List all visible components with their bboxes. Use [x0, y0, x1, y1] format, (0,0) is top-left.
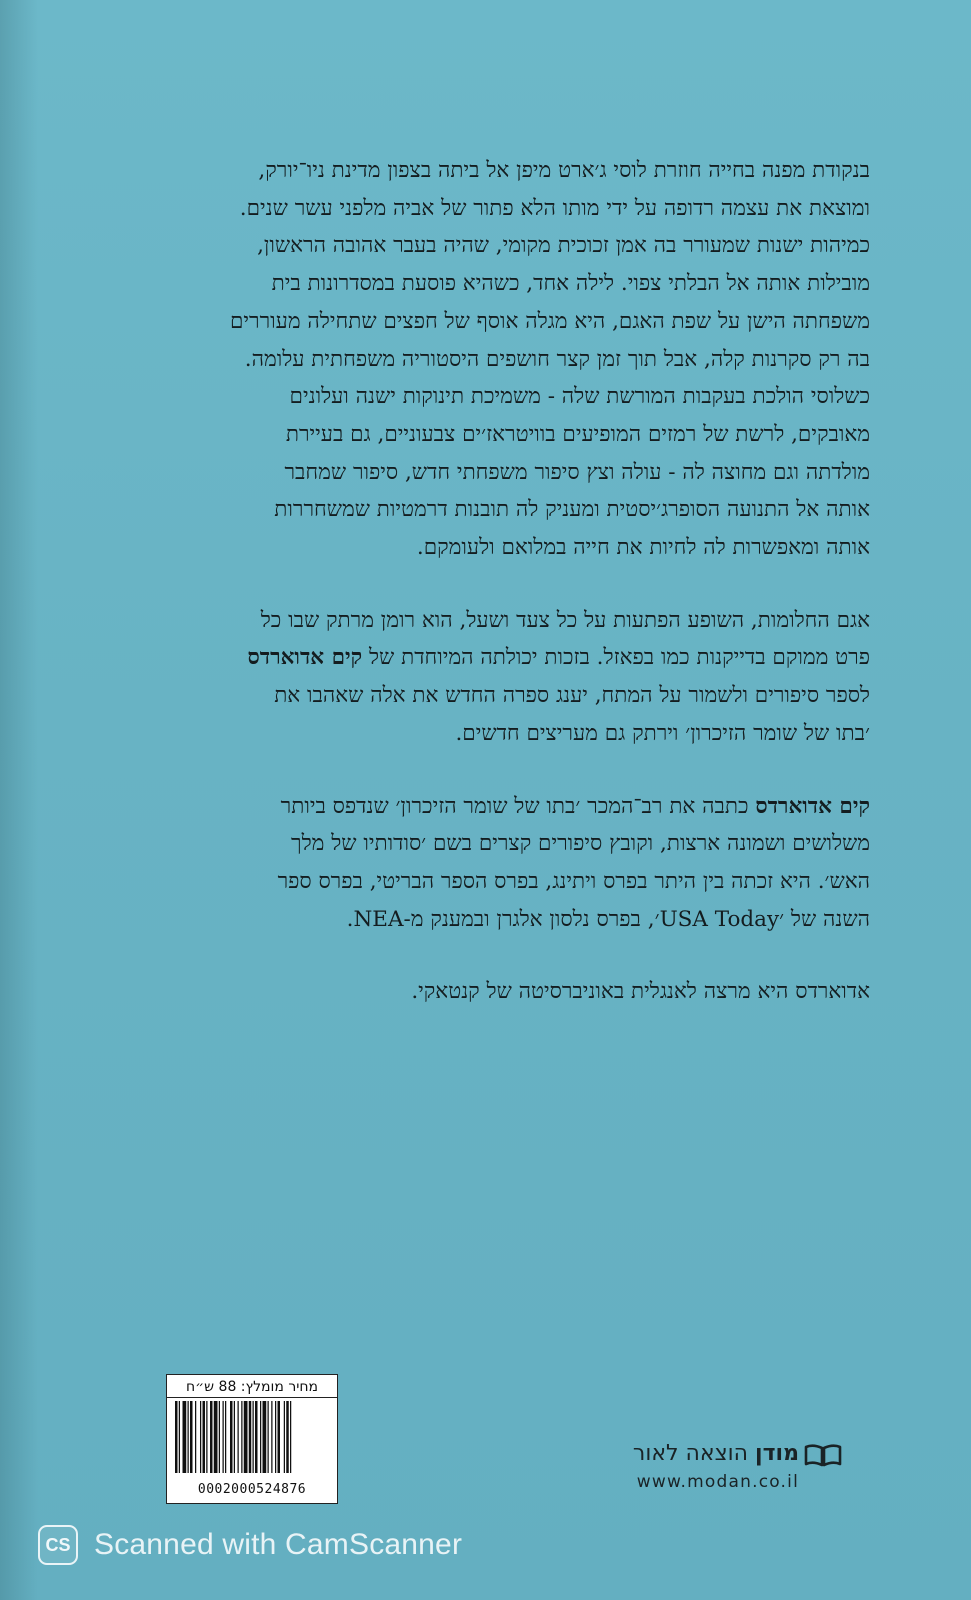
author-name: קים אדוארדס	[247, 645, 363, 671]
bio-line: אדוארדס היא מרצה לאנגלית באוניברסיטה של קנטאקי.	[411, 979, 870, 1005]
blurb-line: מאובקים, לרשת של רמזים המופיעים בוויטראז׳ים צבעוניים, גם בעיירת	[285, 421, 870, 447]
cover-spine-shadow	[0, 0, 38, 1600]
blurb-paragraph-2	[150, 602, 870, 753]
barcode-bar	[275, 1401, 276, 1473]
barcode-bar	[190, 1401, 193, 1473]
barcode-bar	[188, 1401, 189, 1473]
barcode-bar	[284, 1401, 285, 1473]
barcode-number: 0002000524876	[197, 1482, 307, 1497]
blurb-line: מובילות אותה אל הבלתי צפוי. לילה אחד, כשהיא פוסעת במסדרונות בית	[271, 271, 870, 297]
barcode-bar	[175, 1401, 178, 1473]
barcode-bar	[249, 1401, 252, 1473]
barcode-bar	[183, 1401, 187, 1473]
barcode-bar	[260, 1401, 261, 1473]
barcode-bar	[206, 1401, 207, 1473]
barcode-bar	[195, 1401, 196, 1473]
publisher-name	[633, 1440, 799, 1468]
barcode-bar	[200, 1401, 201, 1473]
barcode-bar	[268, 1401, 269, 1473]
barcode-bar	[210, 1401, 213, 1473]
blurb-line: כשלוסי הולכת בעקבות המורשת שלה - משמיכת תינוקות ישנה ועלונים	[289, 384, 870, 410]
camscanner-logo-icon: CS	[38, 1525, 78, 1565]
blurb-text	[150, 152, 870, 1046]
publisher-name-bold: מודן	[755, 1441, 799, 1466]
publisher-name-rest: הוצאה לאור	[632, 1441, 756, 1466]
camscanner-watermark	[38, 1523, 462, 1567]
publisher-imprint	[589, 1440, 849, 1500]
camscanner-text: Scanned with CamScanner	[94, 1528, 463, 1561]
author-name: קים אדוארדס	[755, 793, 870, 819]
barcode-bar	[244, 1401, 248, 1473]
barcode-bar	[214, 1401, 218, 1473]
barcode-bar	[263, 1401, 267, 1473]
author-bio-paragraph	[150, 788, 870, 939]
barcode-bar	[225, 1401, 226, 1473]
barcode-bar	[290, 1401, 291, 1473]
blurb-line: אותה ומאפשרות לה לחיות את חייה במלואם ולעומקם.	[416, 535, 870, 561]
barcode-bar	[234, 1401, 235, 1473]
barcode-bar	[271, 1401, 272, 1473]
blurb-line: בה רק סקרנות קלה, אבל תוך זמן קצר חושפים היסטוריה משפחתית עלומה.	[244, 346, 870, 372]
blurb-line: אגם החלומות, השופע הפתעות על כל צעד ושעל, הוא רומן מרתק שבו כל	[260, 607, 870, 633]
blurb-line: ׳בתו של שומר הזיכרון׳ וירתק גם מעריצים חדשים.	[455, 720, 870, 746]
barcode-icon	[173, 1401, 331, 1473]
bio-line: השנה של ׳USA Today׳, בפרס נלסון אלגרן ובמענק מ-NEA.	[346, 906, 870, 932]
blurb-line-text: פרט ממוקם בדייקנות כמו בפאזל. בזכות יכולתה המיוחדת של	[362, 645, 870, 671]
barcode-bar	[223, 1401, 224, 1473]
recommended-price: מחיר מומלץ: 88 ש״ח	[167, 1375, 337, 1398]
open-book-icon	[803, 1442, 843, 1468]
bio-line	[150, 788, 870, 826]
barcode-bar	[253, 1401, 254, 1473]
barcode-bar	[179, 1401, 180, 1473]
barcode-bar	[230, 1401, 233, 1473]
bio-line: משלושים ושמונה ארצות, וקובץ סיפורים קצרים בשם ׳סודותיו של מלך	[291, 831, 870, 857]
barcode-bar	[286, 1401, 289, 1473]
price-barcode-box	[166, 1374, 338, 1504]
blurb-line: מולדתה וגם מחוצה לה - עולה וצץ סיפור משפחתי חדש, סיפור שמחבר	[284, 459, 870, 485]
barcode-bar	[203, 1401, 206, 1473]
barcode-bar	[278, 1401, 281, 1473]
blurb-line: ומוצאת את עצמה רדופה על ידי מותו הלא פתור של אביה מלפני עשר שנים.	[239, 195, 870, 221]
barcode-bar	[219, 1401, 220, 1473]
barcode-bar	[255, 1401, 258, 1473]
publisher-url: www.modan.co.il	[636, 1472, 799, 1492]
author-position-paragraph	[150, 973, 870, 1011]
blurb-line: אותה אל התנועה הסופרג׳יסטית ומעניק לה תובנות דרמטיות שמשחררות	[274, 497, 870, 523]
blurb-line: משפחתה הישן על שפת האגם, היא מגלה אוסף של חפצים שתחילה מעוררים	[230, 308, 870, 334]
blurb-line: בנקודת מפנה בחייה חוזרת לוסי ג׳ארט מיפן אל ביתה בצפון מדינת ניו־יורק,	[258, 158, 870, 183]
blurb-line: כמיהות ישנות שמעורר בה אמן זכוכית מקומי, שהיה בעבר אהובה הראשון,	[257, 233, 870, 259]
blurb-paragraph-1	[150, 152, 870, 567]
barcode-bar	[241, 1401, 242, 1473]
blurb-line: לספר סיפורים ולשמור על המתח, יענג ספרה החדש את אלה שאהבו את	[274, 683, 870, 709]
blurb-line	[150, 639, 870, 677]
bio-line-text: כתבה את רב־המכר ׳בתו של שומר הזיכרון׳ שנדפס ביותר	[280, 793, 756, 819]
barcode-bar	[238, 1401, 239, 1473]
bio-line: האש׳. היא זכתה בין היתר בפרס ויתינג, בפרס הספר הבריטי, בפרס ספר	[277, 868, 870, 894]
